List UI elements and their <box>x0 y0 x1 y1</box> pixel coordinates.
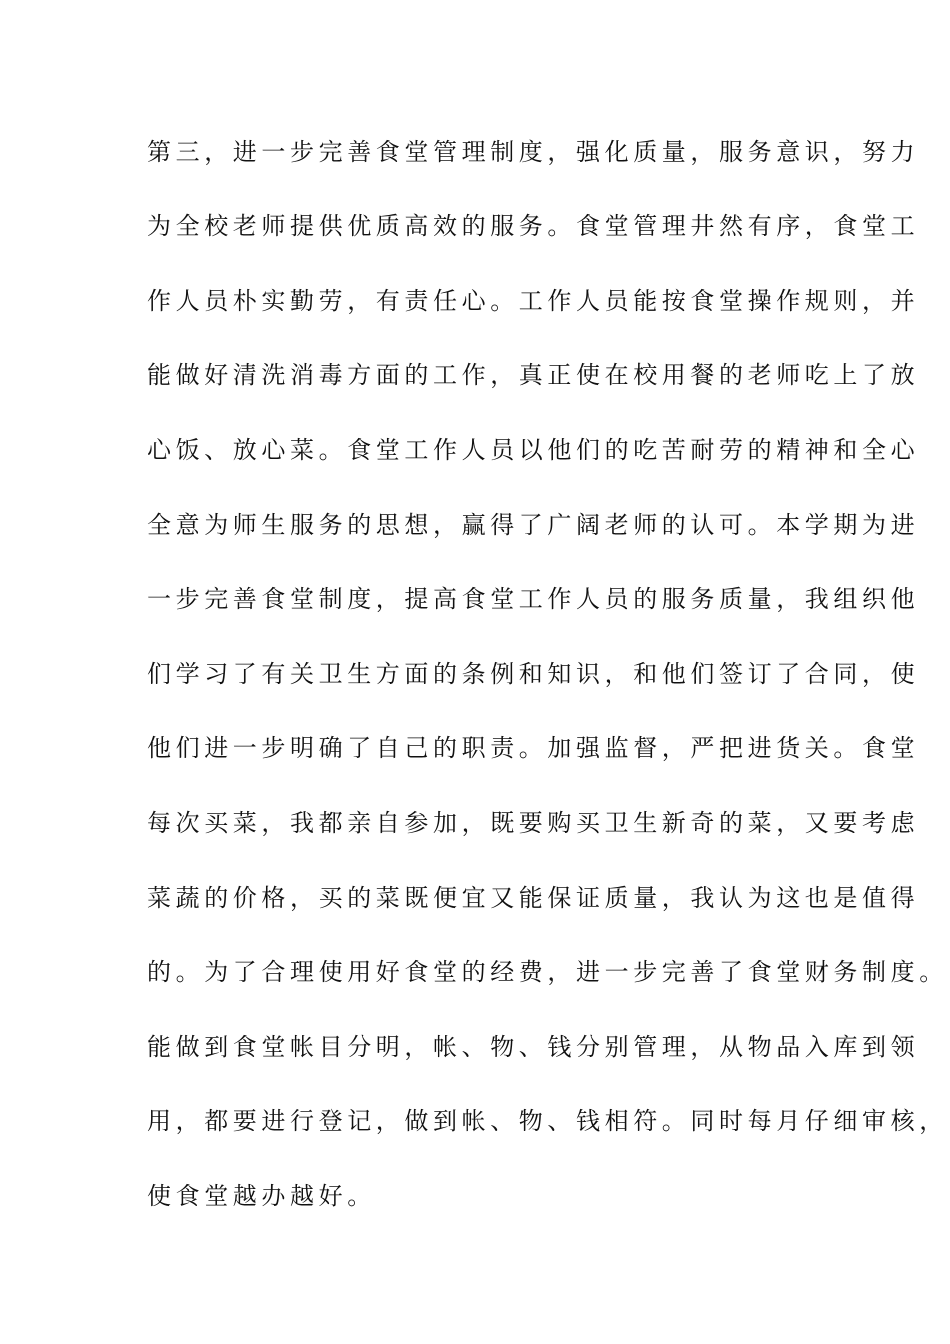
paragraph-line: 全意为师生服务的思想，赢得了广阔老师的认可。本学期为进 <box>147 511 920 539</box>
paragraph-line: 菜蔬的价格，买的菜既便宜又能保证质量，我认为这也是值得 <box>147 884 920 912</box>
paragraph-line: 一步完善食堂制度，提高食堂工作人员的服务质量，我组织他 <box>147 585 920 613</box>
paragraph-line: 用，都要进行登记，做到帐、物、钱相符。同时每月仔细审核， <box>147 1107 948 1135</box>
paragraph-line: 他们进一步明确了自己的职责。加强监督，严把进货关。食堂 <box>147 734 920 762</box>
paragraph-line: 作人员朴实勤劳，有责任心。工作人员能按食堂操作规则，并 <box>147 287 920 315</box>
paragraph-line: 每次买菜，我都亲自参加，既要购买卫生新奇的菜，又要考虑 <box>147 809 920 837</box>
paragraph-line: 能做好清洗消毒方面的工作，真正使在校用餐的老师吃上了放 <box>147 361 920 389</box>
paragraph-line: 们学习了有关卫生方面的条例和知识，和他们签订了合同，使 <box>147 660 920 688</box>
paragraph-line: 能做到食堂帐目分明，帐、物、钱分别管理，从物品入库到领 <box>147 1033 920 1061</box>
paragraph-line: 使食堂越办越好。 <box>147 1182 376 1210</box>
paragraph-line: 为全校老师提供优质高效的服务。食堂管理井然有序，食堂工 <box>147 212 920 240</box>
paragraph-line: 第三，进一步完善食堂管理制度，强化质量，服务意识，努力 <box>147 138 920 166</box>
paragraph-line: 的。为了合理使用好食堂的经费，进一步完善了食堂财务制度。 <box>147 958 948 986</box>
paragraph-line: 心饭、放心菜。食堂工作人员以他们的吃苦耐劳的精神和全心 <box>147 436 920 464</box>
